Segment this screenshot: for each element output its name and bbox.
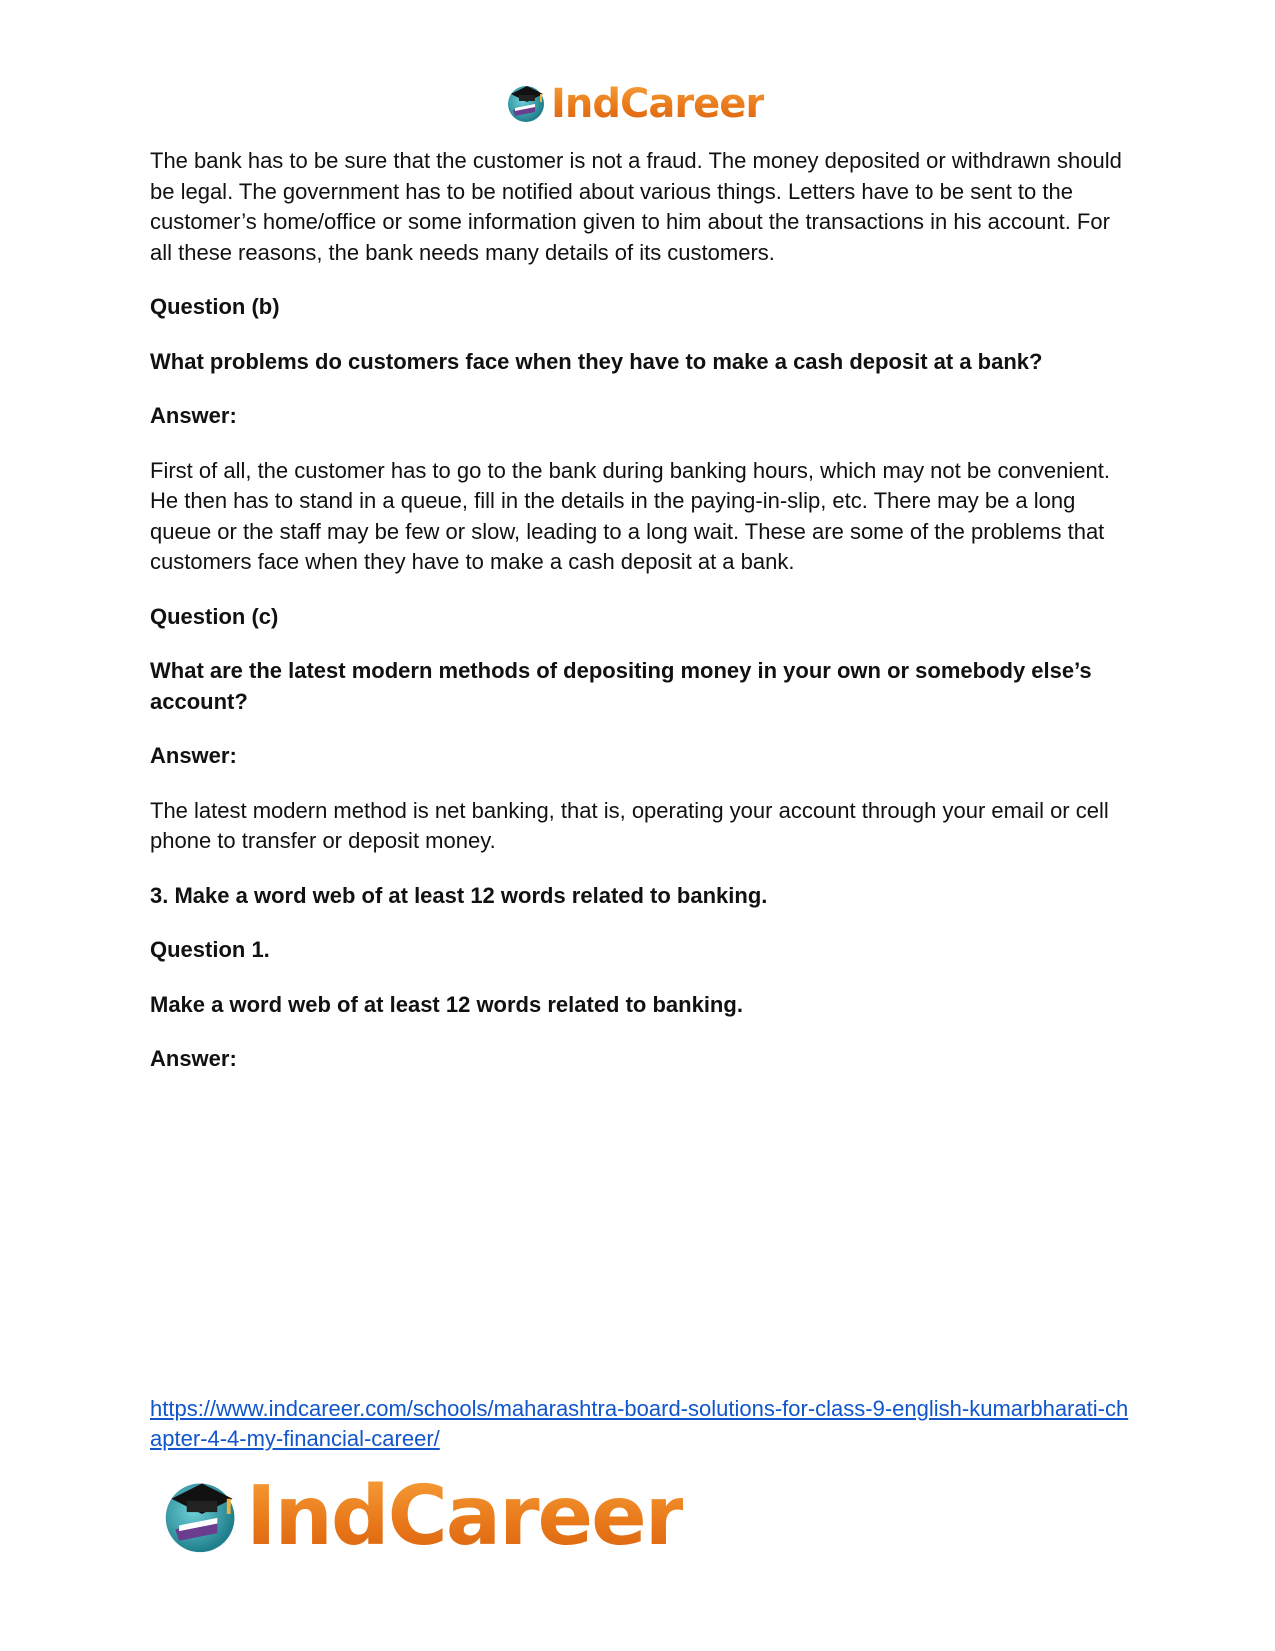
- section-heading: 3. Make a word web of at least 12 words related to banking.: [150, 882, 768, 908]
- globe-graduation-cap-icon: [505, 80, 549, 129]
- logo-text: IndCareer: [246, 1468, 684, 1564]
- paragraph: The bank has to be sure that the customer is not a fraud. The money deposited or withdrawn should be legal. The government has to be notified about various things. Letters have to be sent to the customer’s home/office or some information given to him about the transactions in his account. For all these reasons, the bank needs many details of its customers.: [150, 148, 1122, 265]
- question-label: Question 1.: [150, 937, 270, 962]
- header-logo: [505, 80, 764, 128]
- logo-text: IndCareer: [551, 81, 765, 127]
- answer-label: Answer:: [150, 743, 237, 768]
- answer-label: Answer:: [150, 1046, 237, 1071]
- question-label: Question (b): [150, 294, 280, 319]
- answer-label: Answer:: [150, 403, 237, 428]
- question-text: What are the latest modern methods of depositing money in your own or somebody else’s account?: [150, 658, 1092, 714]
- footer-logo: [160, 1470, 683, 1562]
- paragraph: The latest modern method is net banking, that is, operating your account through your email or cell phone to transfer or deposit money.: [150, 797, 1109, 853]
- document-body: [150, 146, 1130, 1099]
- paragraph: First of all, the customer has to go to the bank during banking hours, which may not be convenient. He then has to stand in a queue, fill in the details in the paying-in-slip, etc. There may be a long queue or the staff may be few or slow, leading to a long wait. These are some of the problems that customers face when they have to make a cash deposit at a bank.: [150, 457, 1110, 574]
- source-link[interactable]: https://www.indcareer.com/schools/maharashtra-board-solutions-for-class-9-english-kumarbharati-chapter-4-4-my-financial-career/: [150, 1396, 1129, 1451]
- question-text: What problems do customers face when they have to make a cash deposit at a bank?: [150, 348, 1043, 374]
- globe-graduation-cap-icon: [160, 1472, 244, 1561]
- question-label: Question (c): [150, 603, 279, 629]
- question-text: Make a word web of at least 12 words related to banking.: [150, 991, 743, 1017]
